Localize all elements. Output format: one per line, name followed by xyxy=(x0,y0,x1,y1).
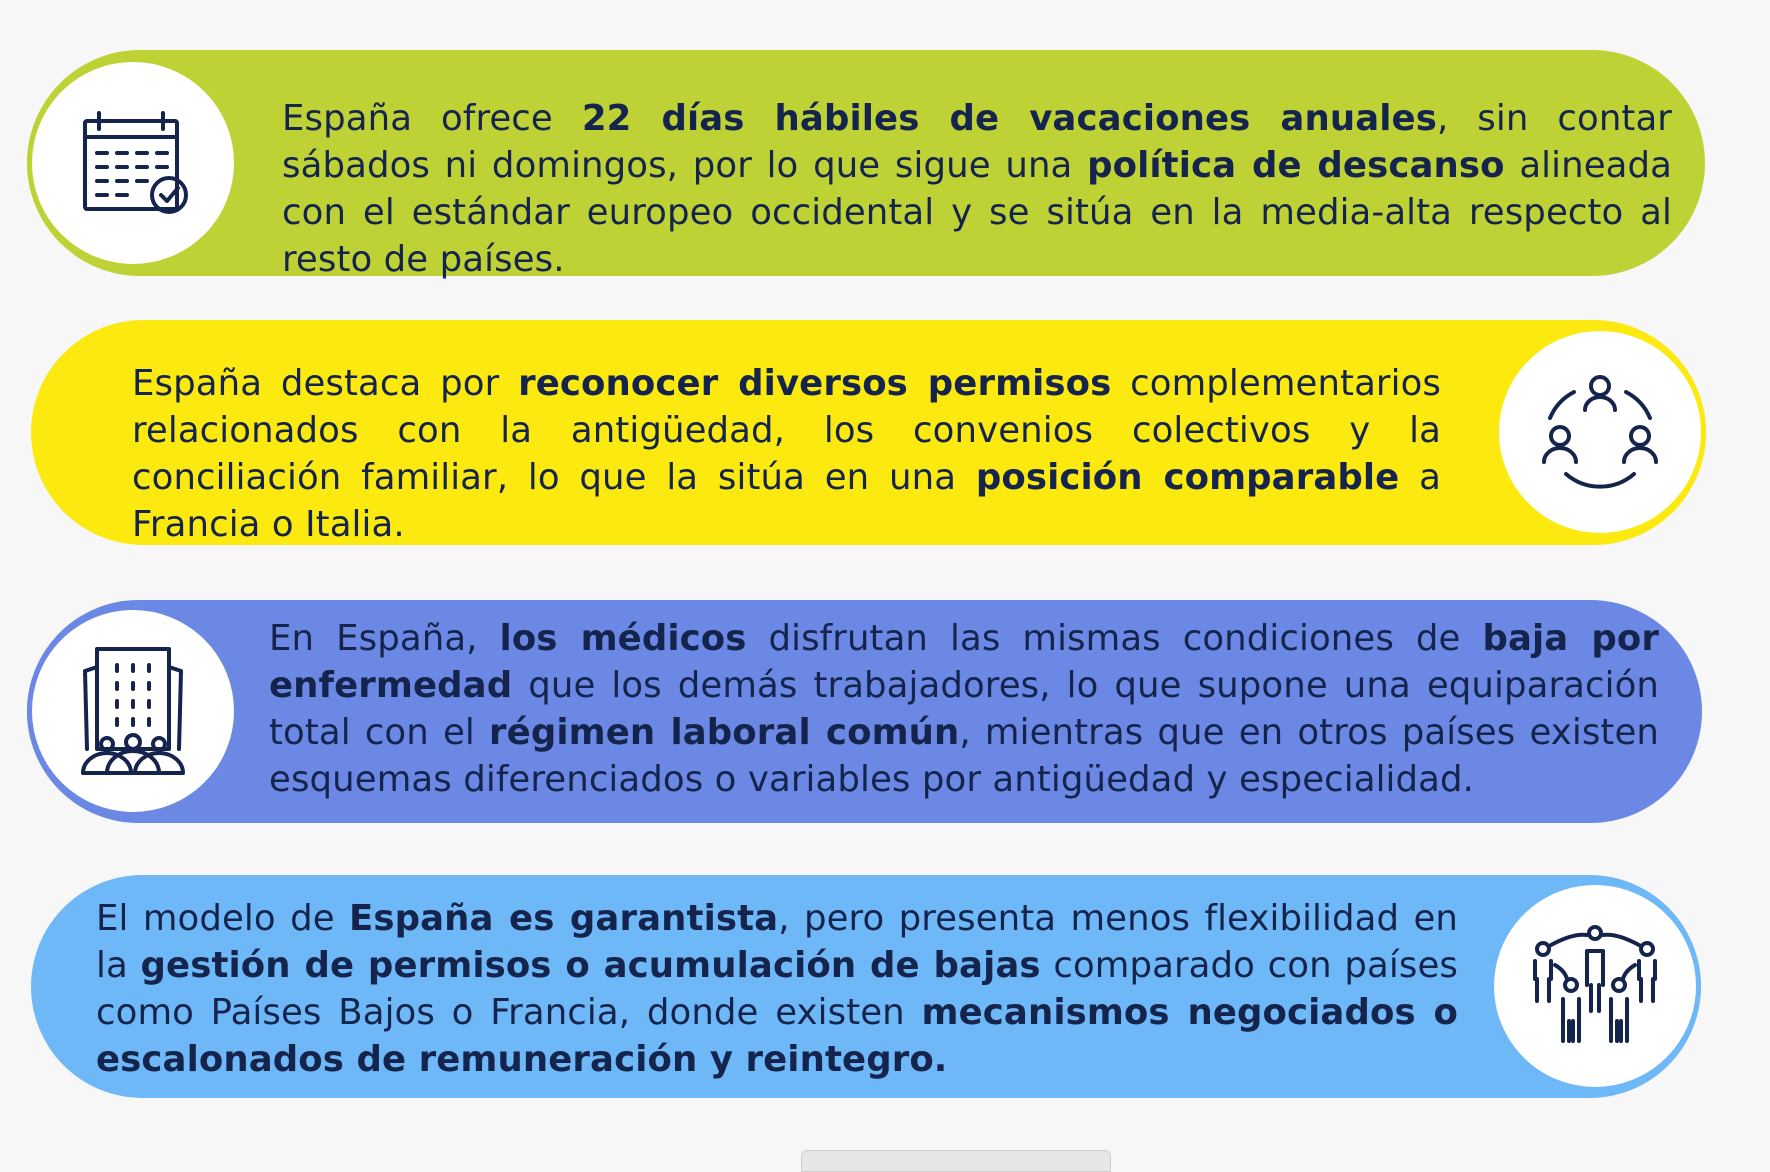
text-segment: , mientras que en otros países existen esquemas diferenciados o variables por antigüedad y especialidad. xyxy=(269,712,1659,800)
text-segment: alineada con el estándar europeo occidental y se sitúa en la media-alta respecto al resto de países. xyxy=(282,145,1672,280)
text-segment: En España, xyxy=(269,618,500,659)
text-segment: , sin contar sábados ni domingos, por lo que sigue una xyxy=(282,98,1673,186)
text-segment: El modelo de xyxy=(96,898,350,939)
info-card-model xyxy=(31,875,1701,1098)
text-highlight: España es garantista xyxy=(349,898,779,939)
text-segment: disfrutan las mismas condiciones de xyxy=(746,618,1483,659)
text-highlight: mecanismos negociados o escalonados de remuneración y reintegro. xyxy=(96,992,1458,1080)
hospital-building-icon xyxy=(73,641,193,781)
text-highlight: los médicos xyxy=(499,618,747,659)
card-text xyxy=(96,895,1458,1083)
text-segment: España ofrece xyxy=(282,98,582,139)
icon-circle xyxy=(1489,880,1701,1092)
icon-circle xyxy=(27,605,239,817)
text-highlight: 22 días hábiles de vacaciones anuales xyxy=(581,98,1437,139)
text-segment: España destaca por xyxy=(132,363,519,404)
card-text xyxy=(269,615,1659,803)
card-text xyxy=(132,360,1441,548)
text-segment: , pero presenta menos flexibilidad en la xyxy=(96,898,1458,986)
icon-circle xyxy=(27,57,239,269)
info-card-sick-leave xyxy=(27,600,1702,823)
text-highlight: baja por enfermedad xyxy=(269,618,1659,706)
people-network-icon xyxy=(1525,921,1665,1051)
text-segment: a Francia o Italia. xyxy=(132,457,1441,545)
text-segment: que los demás trabajadores, lo que supone una equiparación total con el xyxy=(269,665,1659,753)
card-text xyxy=(282,95,1672,283)
text-highlight: régimen laboral común xyxy=(489,712,960,753)
bottom-tab[interactable] xyxy=(801,1150,1111,1172)
text-highlight: posición comparable xyxy=(975,457,1400,498)
info-card-vacations xyxy=(27,50,1705,280)
text-highlight: reconocer diversos permisos xyxy=(518,363,1112,404)
info-card-permits xyxy=(31,320,1706,545)
calendar-check-icon xyxy=(77,107,189,219)
icon-circle xyxy=(1494,326,1706,538)
text-segment: complementarios relacionados con la antigüedad, los convenios colectivos y la conciliación familiar, lo que la sitúa en una xyxy=(132,363,1442,498)
text-highlight: gestión de permisos o acumulación de bajas xyxy=(140,945,1041,986)
text-highlight: política de descanso xyxy=(1087,145,1505,186)
community-circle-icon xyxy=(1530,362,1670,502)
text-segment: comparado con países como Países Bajos o Francia, donde existen xyxy=(96,945,1458,1033)
